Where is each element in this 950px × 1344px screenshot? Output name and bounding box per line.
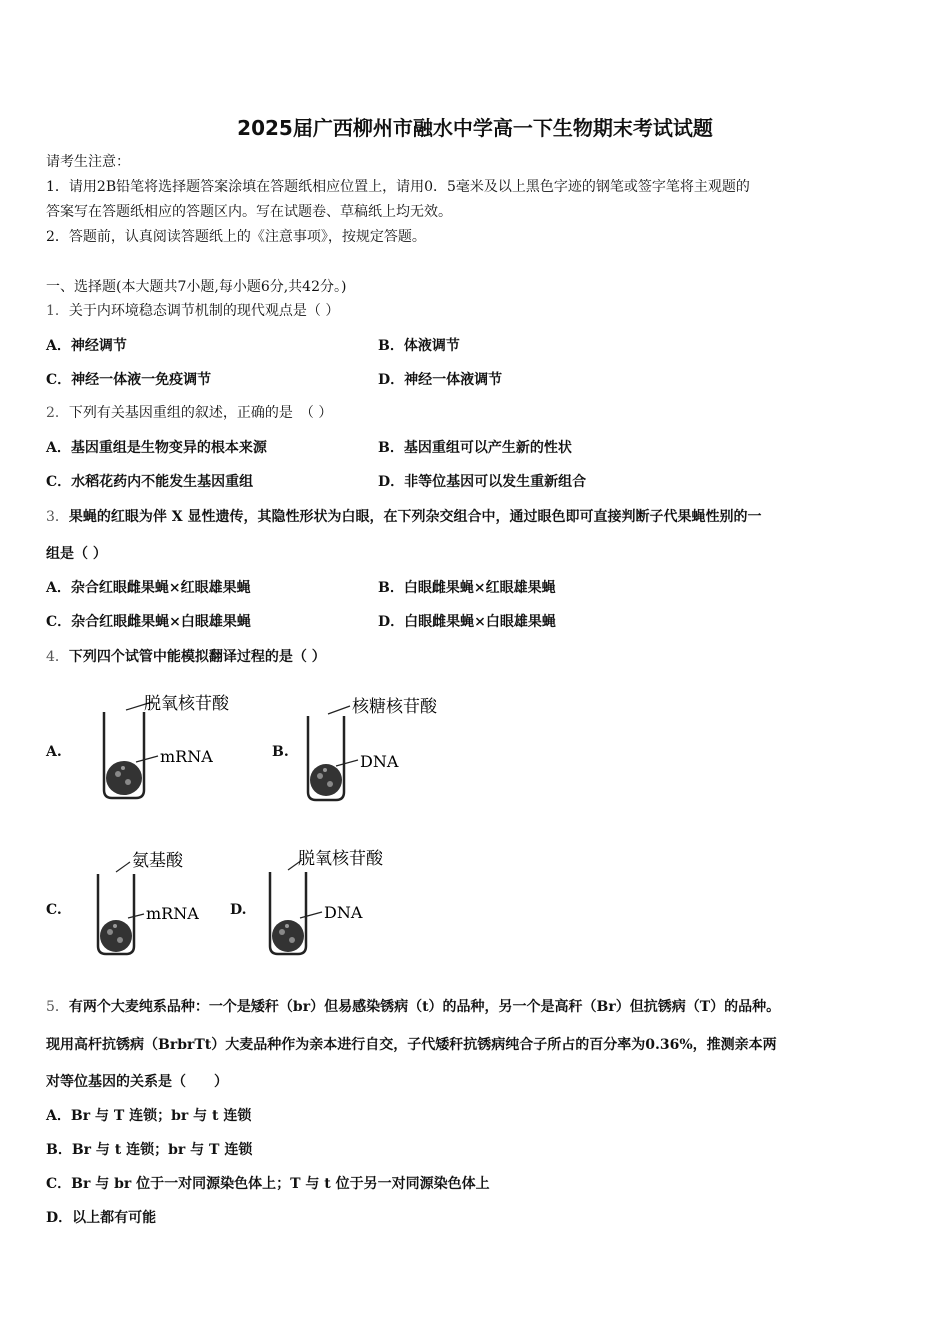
q4-option-d-label: D. bbox=[230, 902, 247, 918]
q3-option-b: B．白眼雌果蝇×红眼雄果蝇 bbox=[378, 580, 556, 596]
q4-option-b-label: B. bbox=[272, 744, 289, 760]
question-text: 有两个大麦纯系品种：一个是矮秆（br）但易感染锈病（t）的品种，另一个是高秆（Br）但抗锈病（T）的品种。 bbox=[68, 999, 781, 1015]
question-text: 果蝇的红眼为伴 X 显性遗传，其隐性形状为白眼，在下列杂交组合中，通过眼色即可直接判断子代果蝇性别的一 bbox=[68, 509, 762, 525]
question-5-stem-line-1 bbox=[46, 997, 780, 1017]
q4-test-tube-b bbox=[300, 690, 470, 805]
question-4-stem bbox=[46, 647, 326, 667]
q2-option-b: B．基因重组可以产生新的性状 bbox=[378, 440, 572, 456]
q5-option-b: B．Br 与 t 连锁；br 与 T 连锁 bbox=[46, 1142, 253, 1158]
q2-option-d: D．非等位基因可以发生重新组合 bbox=[378, 474, 587, 490]
question-1-stem bbox=[46, 301, 339, 321]
question-number: 5． bbox=[46, 999, 69, 1015]
notice-heading: 请考生注意： bbox=[46, 154, 130, 170]
question-number: 2． bbox=[46, 405, 69, 421]
tube-side-label: mRNA bbox=[146, 904, 199, 923]
section-heading: 一、选择题(本大题共7小题,每小题6分,共42分。) bbox=[46, 279, 347, 295]
question-number: 1． bbox=[46, 303, 69, 319]
q5-option-d: D．以上都有可能 bbox=[46, 1210, 157, 1226]
q2-option-a: A．基因重组是生物变异的根本来源 bbox=[46, 440, 267, 456]
q4-test-tube-a bbox=[96, 690, 266, 805]
q4-option-c-label: C. bbox=[46, 902, 62, 918]
question-text: 关于内环境稳态调节机制的现代观点是（ ） bbox=[68, 303, 340, 319]
q4-option-a-label: A. bbox=[46, 744, 62, 760]
tube-top-label: 核糖核苷酸 bbox=[352, 697, 437, 717]
question-text: 下列有关基因重组的叙述，正确的是 （ ） bbox=[68, 405, 333, 421]
q1-option-a: A．神经调节 bbox=[46, 338, 127, 354]
question-3-stem-line-2: 组是（ ） bbox=[46, 546, 107, 562]
question-text: 下列四个试管中能模拟翻译过程的是（ ） bbox=[68, 649, 326, 665]
notice-item-1-line-1: 1．请用2B铅笔将选择题答案涂填在答题纸相应位置上，请用0．5毫米及以上黑色字迹的钢笔或签字笔将主观题的 bbox=[46, 179, 750, 195]
question-3-stem-line-1 bbox=[46, 507, 762, 527]
q3-option-d: D．白眼雌果蝇×白眼雄果蝇 bbox=[378, 614, 556, 630]
question-2-stem bbox=[46, 403, 332, 423]
question-5-stem-line-3: 对等位基因的关系是（ ） bbox=[46, 1074, 228, 1090]
tube-top-label: 氨基酸 bbox=[132, 851, 183, 871]
notice-item-2: 2．答题前，认真阅读答题纸上的《注意事项》，按规定答题。 bbox=[46, 229, 426, 245]
notice-item-1-line-2: 答案写在答题纸相应的答题区内。写在试题卷、草稿纸上均无效。 bbox=[46, 204, 452, 220]
q4-test-tube-d bbox=[262, 846, 432, 961]
q2-option-c: C．水稻花药内不能发生基因重组 bbox=[46, 474, 254, 490]
q5-option-a: A．Br 与 T 连锁；br 与 t 连锁 bbox=[46, 1108, 252, 1124]
q5-option-c: C．Br 与 br 位于一对同源染色体上；T 与 t 位于另一对同源染色体上 bbox=[46, 1176, 490, 1192]
q1-option-c: C．神经一体液一免疫调节 bbox=[46, 372, 212, 388]
q3-option-c: C．杂合红眼雌果蝇×白眼雄果蝇 bbox=[46, 614, 251, 630]
page-title: 2025届广西柳州市融水中学高一下生物期末考试试题 bbox=[237, 116, 713, 140]
tube-side-label: mRNA bbox=[160, 747, 213, 766]
question-number: 3． bbox=[46, 509, 69, 525]
tube-side-label: DNA bbox=[360, 752, 399, 771]
q3-option-a: A．杂合红眼雌果蝇×红眼雄果蝇 bbox=[46, 580, 251, 596]
question-number: 4． bbox=[46, 649, 69, 665]
q1-option-d: D．神经一体液调节 bbox=[378, 372, 503, 388]
tube-side-label: DNA bbox=[324, 903, 363, 922]
tube-top-label: 脱氧核苷酸 bbox=[144, 694, 229, 714]
tube-top-label: 脱氧核苷酸 bbox=[298, 849, 383, 869]
question-5-stem-line-2: 现用高杆抗锈病（BrbrTt）大麦品种作为亲本进行自交，子代矮秆抗锈病纯合子所占的百分率为0.36%，推测亲本两 bbox=[46, 1037, 777, 1053]
q1-option-b: B．体液调节 bbox=[378, 338, 460, 354]
